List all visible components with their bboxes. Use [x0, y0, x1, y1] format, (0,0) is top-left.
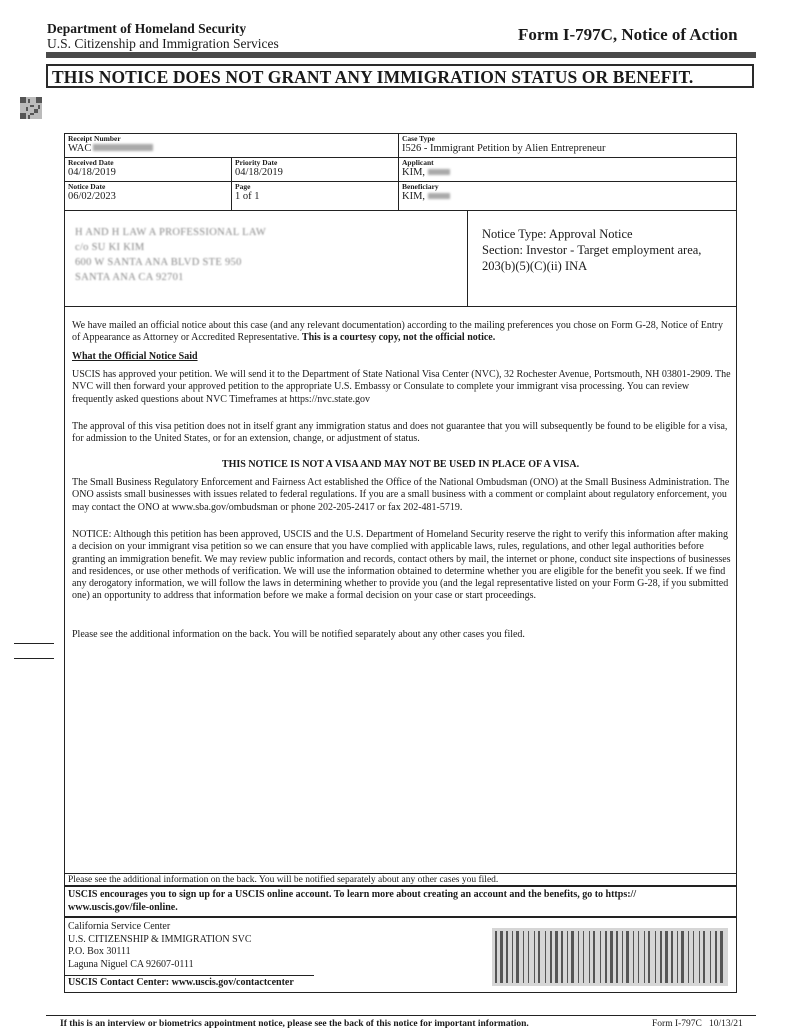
barcode-icon	[492, 928, 728, 986]
receipt-number-value: WAC	[68, 143, 153, 154]
barcode-bar	[622, 931, 623, 983]
barcode-bar	[638, 931, 639, 983]
barcode-bar	[660, 931, 662, 983]
section-code-line: 203(b)(5)(C)(ii) INA	[482, 259, 588, 273]
page-value: 1 of 1	[235, 191, 260, 202]
footer-repeat-text: Please see the additional information on the back. You will be notified separately about any other cases you filed.	[68, 875, 499, 885]
barcode-bar	[703, 931, 705, 983]
received-date-cell	[64, 157, 232, 182]
notice-type-box	[467, 210, 737, 307]
contact-rule	[64, 975, 314, 976]
applicant-label: Applicant	[402, 158, 434, 167]
priority-date-cell	[231, 157, 399, 182]
barcode-bar	[589, 931, 590, 983]
barcode-bar	[534, 931, 535, 983]
case-type-label: Case Type	[402, 134, 435, 143]
courtesy-paragraph	[72, 320, 732, 345]
receipt-number-label: Receipt Number	[68, 134, 121, 143]
barcode-bar	[605, 931, 607, 983]
barcode-bar	[555, 931, 558, 983]
received-date-label: Received Date	[68, 158, 114, 167]
barcode-bar	[710, 931, 711, 983]
service-center-line: U.S. CITIZENSHIP & IMMIGRATION SVC	[68, 933, 252, 945]
ombudsman-paragraph: The Small Business Regulatory Enforcement and Fairness Act established the Office of the National Ombudsman (ONO) at the Small Business Administration. The ONO assists small businesses with issues related to federal regulations. If you are a small business with a comment or complaint about regulatory enforcement, you may contact the ONO at www.sba.gov/ombudsman or phone 202-205-2417 or fax 202-481-5719.	[72, 477, 730, 513]
service-center-name: California Service Center	[68, 921, 171, 932]
header-rule	[46, 52, 756, 58]
barcode-bar	[506, 931, 508, 983]
applicant-value: KIM,	[402, 167, 450, 178]
barcode-bar	[655, 931, 656, 983]
barcode-bar	[523, 931, 524, 983]
status-paragraph: The approval of this visa petition does not in itself grant any immigration status and does not guarantee that you will subsequently be found to be eligible for a visa, for admission to the United States, or for an extension, change, or adjustment of status.	[72, 421, 728, 445]
form-id: Form I-797C 10/13/21	[652, 1019, 743, 1029]
notice-date-value: 06/02/2023	[68, 191, 116, 202]
footer-repeat-row	[64, 873, 737, 885]
notice-date-label: Notice Date	[68, 182, 106, 191]
appointment-note: If this is an interview or biometrics appointment notice, please see the back of this notice for important information.	[60, 1019, 529, 1029]
section-heading: What the Official Notice Said	[72, 351, 198, 362]
barcode-bar	[528, 931, 529, 983]
section-line: Section: Investor - Target employment area,	[482, 243, 702, 257]
page-cell	[231, 181, 399, 211]
barcode-bar	[665, 931, 668, 983]
receipt-number-cell	[64, 133, 399, 158]
margin-mark	[14, 658, 54, 659]
contact-center-text: USCIS Contact Center: www.uscis.gov/contactcenter	[68, 977, 294, 988]
barcode-bar	[633, 931, 634, 983]
priority-date-value: 04/18/2019	[235, 167, 283, 178]
barcode-bar	[715, 931, 717, 983]
case-type-cell	[398, 133, 737, 158]
additional-info-paragraph: Please see the additional information on the back. You will be notified separately about any other cases you filed.	[72, 629, 525, 640]
barcode-bar	[616, 931, 618, 983]
service-center-address	[68, 921, 252, 971]
barcode-bar	[516, 931, 519, 983]
status-banner	[46, 64, 754, 88]
barcode-bar	[593, 931, 595, 983]
barcode-bar	[626, 931, 629, 983]
barcode-bar	[677, 931, 678, 983]
priority-date-label: Priority Date	[235, 158, 278, 167]
received-date-value: 04/18/2019	[68, 167, 116, 178]
notice-type-line: Notice Type: Approval Notice	[482, 227, 633, 241]
address-line: H AND H LAW A PROFESSIONAL LAW	[75, 227, 267, 238]
service-center-line: P.O. Box 30111	[68, 946, 131, 958]
barcode-bar	[693, 931, 694, 983]
margin-mark	[14, 643, 54, 644]
department-name: Department of Homeland Security	[47, 21, 247, 36]
agency-name: U.S. Citizenship and Immigration Services	[47, 36, 279, 51]
courtesy-text: We have mailed an official notice about this case (and any relevant documentation) according to the mailing preferences you chose on Form G-28, Notice of Entry of Appearance as Attorney or Accredited Representative.	[72, 320, 724, 344]
mailing-address-box	[64, 210, 468, 307]
form-title: Form I-797C, Notice of Action	[518, 25, 738, 44]
service-center-line: Laguna Niguel CA 92607-0111	[68, 958, 194, 970]
barcode-bar	[688, 931, 689, 983]
barcode-bar	[648, 931, 650, 983]
footer-signup-row	[64, 885, 737, 918]
barcode-bar	[610, 931, 613, 983]
address-line: c/o SU KI KIM	[75, 242, 145, 253]
bottom-rule	[46, 1015, 756, 1016]
case-type-value: I526 - Immigrant Petition by Alien Entrepreneur	[402, 143, 606, 154]
barcode-bar	[495, 931, 497, 983]
barcode-bar	[545, 931, 546, 983]
barcode-bar	[699, 931, 700, 983]
signup-text: USCIS encourages you to sign up for a USCIS online account. To learn more about creating an account and the benefits, go to https:// www.uscis.gov/file-online.	[68, 889, 637, 913]
barcode-bar	[550, 931, 552, 983]
barcode-bar	[720, 931, 723, 983]
applicant-cell	[398, 157, 737, 182]
beneficiary-value: KIM,	[402, 191, 450, 202]
not-a-visa-warning: THIS NOTICE IS NOT A VISA AND MAY NOT BE USED IN PLACE OF A VISA.	[221, 459, 580, 470]
address-line: SANTA ANA CA 92701	[75, 272, 184, 283]
page-label: Page	[235, 182, 251, 191]
approval-paragraph: USCIS has approved your petition. We will send it to the Department of State National Visa Center (NVC), 32 Rochester Avenue, Portsmouth, NH 03801-2909. The NVC will then forward your approved petition to the appropriate U.S. Embassy or Consulate to complete your immigrant visa processing. You can review frequently asked questions about NVC Timeframes at https://nvc.state.gov	[72, 369, 731, 405]
barcode-bar	[671, 931, 673, 983]
beneficiary-cell	[398, 181, 737, 211]
barcode-bar	[578, 931, 579, 983]
barcode-bar	[512, 931, 513, 983]
notice-date-cell	[64, 181, 232, 211]
barcode-bar	[600, 931, 601, 983]
barcode-bar	[561, 931, 563, 983]
qr-code-icon	[20, 97, 42, 119]
barcode-bar	[567, 931, 568, 983]
barcode-bar	[500, 931, 503, 983]
barcode-bar	[583, 931, 584, 983]
barcode-bar	[571, 931, 574, 983]
barcode-bar	[681, 931, 684, 983]
beneficiary-label: Beneficiary	[402, 182, 439, 191]
verification-paragraph: NOTICE: Although this petition has been approved, USCIS and the U.S. Department of Homeland Security reserve the right to verify this information after making a decision on your immigrant visa petition so we can ensure that you have complied with applicable laws, rules, regulations, and other legal authorities before granting an immigration benefit. We may review public information and records, contact others by mail, the internet or phone, conduct site inspections of businesses and residences, or use other methods of verification. We will use the information obtained to determine whether you are eligible for the benefit you seek. If we find any derogatory information, we will follow the laws in determining whether to provide you (and the legal representative listed on your Form G-28, if you submitted one) an opportunity to address that information before we make a formal decision on your case or start proceedings.	[72, 529, 731, 602]
address-line: 600 W SANTA ANA BLVD STE 950	[75, 257, 242, 268]
banner-text: THIS NOTICE DOES NOT GRANT ANY IMMIGRATION STATUS OR BENEFIT.	[52, 67, 694, 87]
barcode-bar	[644, 931, 645, 983]
barcode-bar	[538, 931, 540, 983]
courtesy-copy-note: This is a courtesy copy, not the official notice.	[301, 332, 496, 344]
